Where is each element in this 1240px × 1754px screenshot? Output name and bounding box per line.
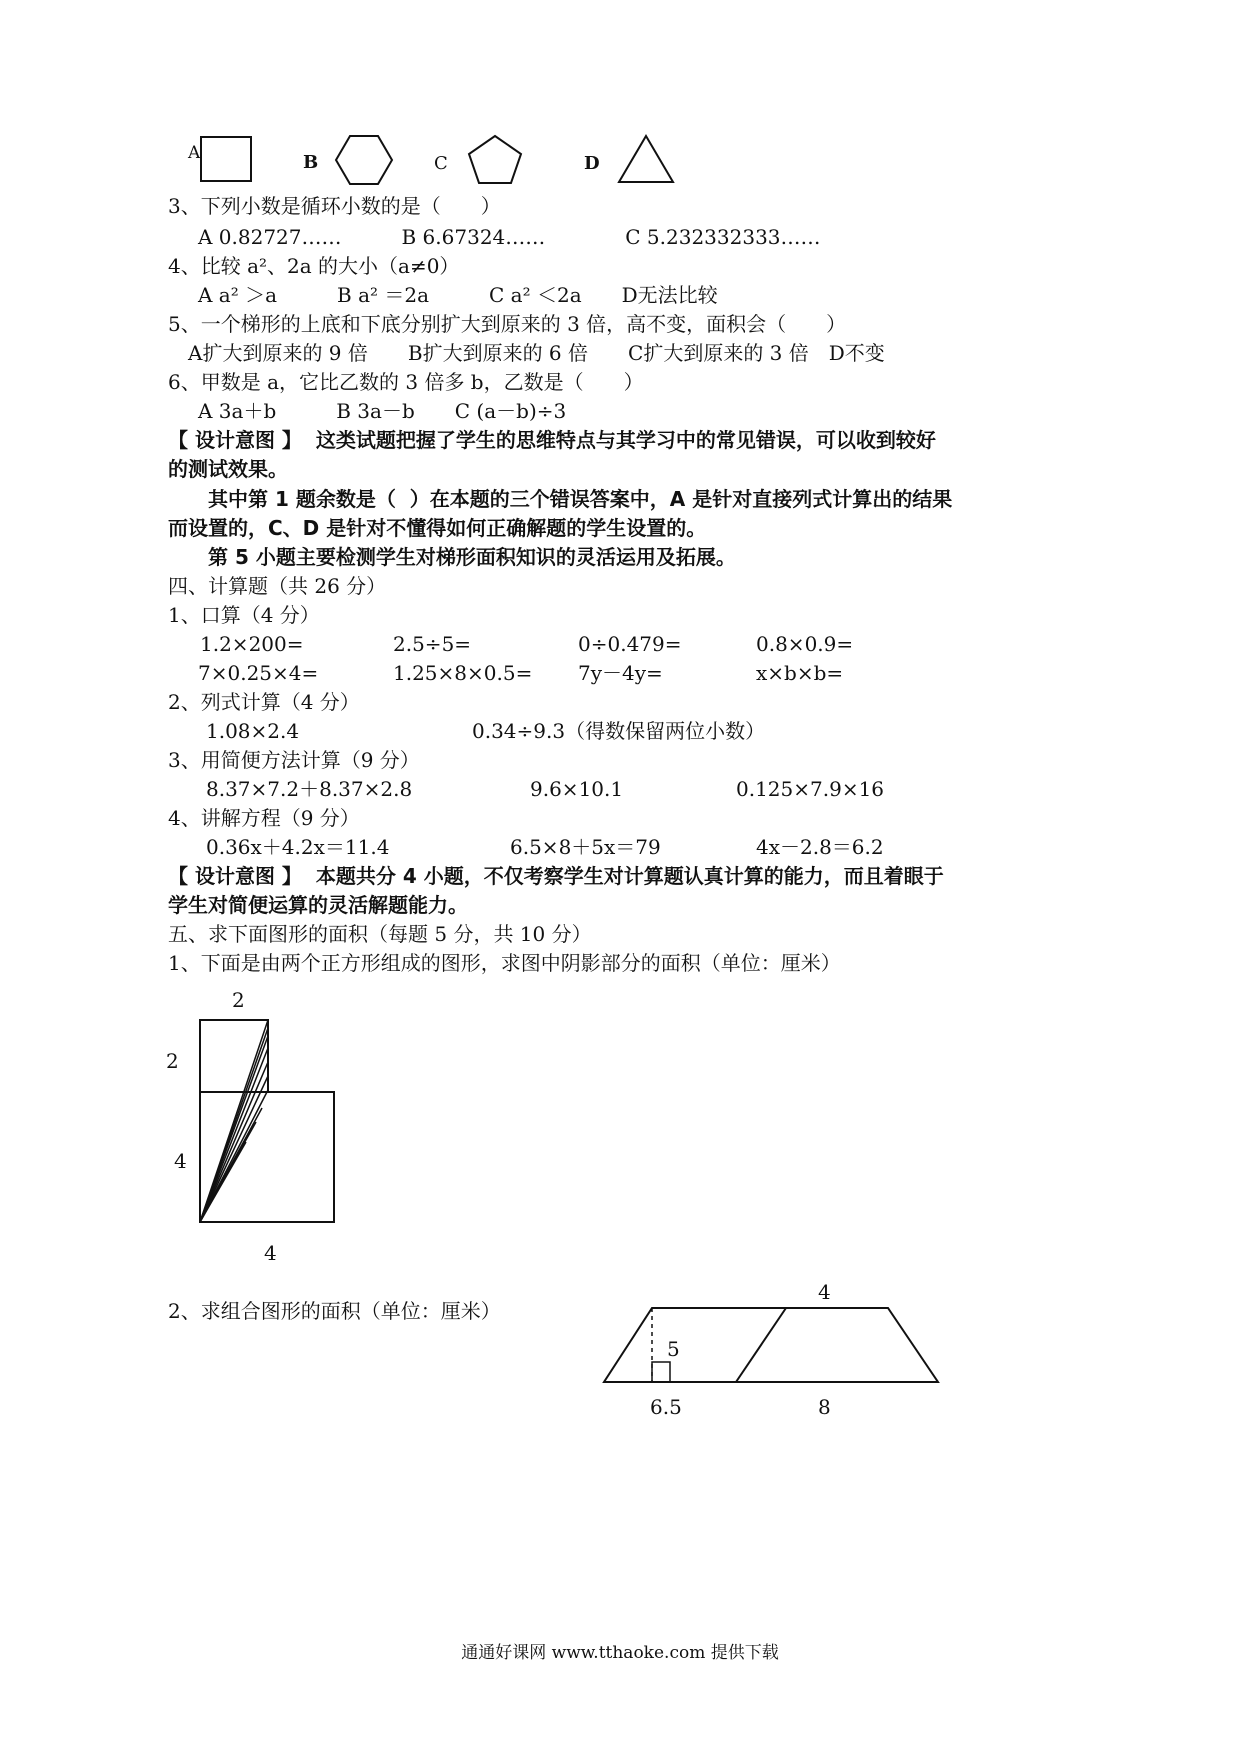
oral-calc-item: 1.25×8×0.5=: [393, 661, 533, 685]
design-intent-1-line-1: 【 设计意图 】 这类试题把握了学生的思维特点与其学习中的常见错误，可以收到较好: [168, 428, 936, 452]
oral-calc-item: 0.8×0.9=: [756, 632, 854, 656]
question-5-stem: 5、一个梯形的上底和下底分别扩大到原来的 3 倍，高不变，面积会（ ）: [168, 312, 847, 336]
question-4-stem: 4、比较 a²、2a 的大小（a≠0）: [168, 254, 460, 278]
question-3-options: A 0.82727…… B 6.67324…… C 5.232332333……: [198, 225, 821, 249]
problem-2-stem: 2、求组合图形的面积（单位：厘米）: [168, 1299, 501, 1323]
question-3-stem: 3、下列小数是循环小数的是（ ）: [168, 194, 501, 218]
problem-2-height-label: 5: [667, 1337, 680, 1361]
oral-calc-title: 1、口算（4 分）: [168, 603, 320, 627]
oral-calc-item: 1.2×200=: [200, 632, 304, 656]
oral-calc-item: 0÷0.479=: [578, 632, 682, 656]
oral-calc-item: 2.5÷5=: [393, 632, 472, 656]
page-footer: 通通好课网 www.tthaoke.com 提供下载: [461, 1643, 779, 1663]
problem-1-top-label: 2: [232, 988, 245, 1012]
design-intent-2-line-1: 【 设计意图 】 本题共分 4 小题，不仅考察学生对计算题认真计算的能力，而且着眼于: [168, 864, 944, 888]
problem-2-top-label: 4: [818, 1280, 831, 1304]
problem-2-bottom-left-label: 6.5: [650, 1395, 682, 1419]
shape-option-c-label: C: [434, 153, 448, 174]
problem-1-left-lower-label: 4: [174, 1149, 187, 1173]
column-calc-title: 2、列式计算（4 分）: [168, 690, 360, 714]
problem-2-bottom-right-label: 8: [818, 1395, 831, 1419]
equation-item: 6.5×8＋5x＝79: [510, 835, 661, 859]
hexagon-shape: [336, 134, 394, 186]
shaded-triangle-hatching: [200, 1020, 268, 1222]
question-6-options: A 3a＋b B 3a－b C (a－b)÷3: [198, 399, 567, 423]
composite-trapezoid-figure: [602, 1306, 942, 1386]
pentagon-shape: [468, 134, 524, 186]
simple-calc-title: 3、用简便方法计算（9 分）: [168, 748, 420, 772]
shape-option-a-label: A: [188, 143, 201, 163]
equation-title: 4、讲解方程（9 分）: [168, 806, 360, 830]
triangle-shape: [618, 134, 676, 186]
design-intent-1-line-2: 的测试效果。: [168, 457, 288, 481]
section-4-title: 四、计算题（共 26 分）: [168, 574, 387, 598]
problem-1-stem: 1、下面是由两个正方形组成的图形，求图中阴影部分的面积（单位：厘米）: [168, 951, 841, 975]
problem-1-bottom-label: 4: [264, 1241, 277, 1265]
column-calc-item: 1.08×2.4: [206, 719, 300, 743]
simple-calc-item: 9.6×10.1: [530, 777, 624, 801]
column-calc-item: 0.34÷9.3（得数保留两位小数）: [472, 719, 766, 743]
design-intent-1-line-3: 其中第 1 题余数是（ ）在本题的三个错误答案中，A 是针对直接列式计算出的结果: [168, 487, 953, 511]
oral-calc-item: 7×0.25×4=: [198, 661, 319, 685]
shape-option-d-label: D: [584, 153, 600, 174]
question-4-options: A a² ＞a B a² ＝2a C a² ＜2a D无法比较: [198, 283, 718, 307]
square-shape: [200, 136, 254, 184]
design-intent-1-line-5: 第 5 小题主要检测学生对梯形面积知识的灵活运用及拓展。: [168, 545, 736, 569]
oral-calc-item: 7y－4y=: [578, 661, 663, 685]
question-6-stem: 6、甲数是 a，它比乙数的 3 倍多 b，乙数是（ ）: [168, 370, 644, 394]
oral-calc-item: x×b×b=: [756, 661, 844, 685]
simple-calc-item: 0.125×7.9×16: [736, 777, 885, 801]
design-intent-2-line-2: 学生对简便运算的灵活解题能力。: [168, 893, 468, 917]
section-5-title: 五、求下面图形的面积（每题 5 分，共 10 分）: [168, 922, 592, 946]
design-intent-1-line-4: 而设置的，C、D 是针对不懂得如何正确解题的学生设置的。: [168, 516, 707, 540]
equation-item: 0.36x＋4.2x＝11.4: [206, 835, 390, 859]
shape-option-b-label: B: [303, 152, 319, 173]
simple-calc-item: 8.37×7.2＋8.37×2.8: [206, 777, 413, 801]
problem-1-left-upper-label: 2: [166, 1049, 179, 1073]
two-squares-figure: [198, 1018, 338, 1226]
equation-item: 4x－2.8＝6.2: [756, 835, 884, 859]
question-5-options: A扩大到原来的 9 倍 B扩大到原来的 6 倍 C扩大到原来的 3 倍 D不变: [188, 341, 885, 365]
